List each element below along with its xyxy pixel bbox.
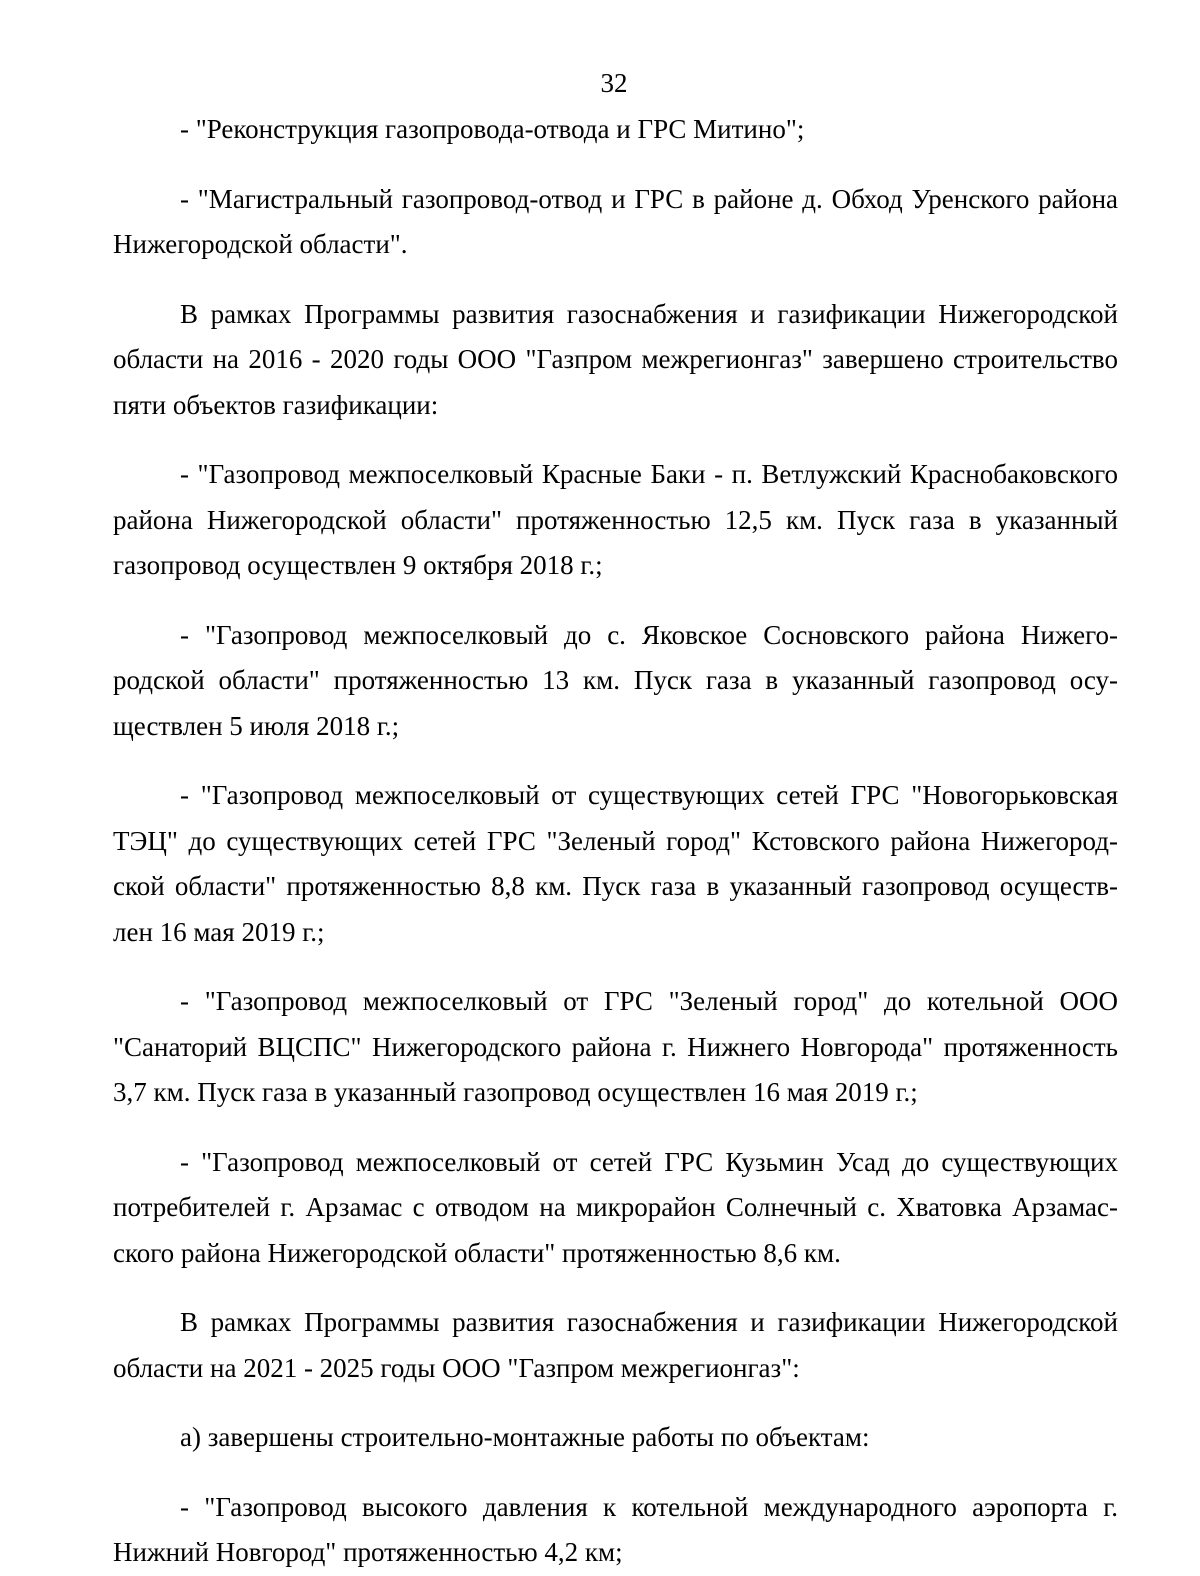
text-line: ской области" протяженностью 8,8 км. Пуск газа в указанный газопровод осуществ-	[113, 871, 1118, 901]
paragraph	[113, 452, 1118, 589]
text-line: - "Газопровод межпоселковый Красные Баки - п. Ветлужский Краснобаковского	[180, 459, 1118, 489]
text-line: родской области" протяженностью 13 км. Пуск газа в указанный газопровод осу-	[113, 665, 1118, 695]
text-line: пяти объектов газификации:	[113, 389, 439, 420]
paragraph	[113, 1140, 1118, 1277]
text-line: - "Газопровод высокого давления к котельной международного аэропорта г.	[180, 1491, 1118, 1522]
paragraph	[113, 1485, 1118, 1576]
text-line: ществлен 5 июля 2018 г.;	[113, 710, 400, 741]
text-line: - "Магистральный газопровод-отвод и ГРС в районе д. Обход Уренского района	[180, 183, 1118, 214]
text-line: а) завершены строительно-монтажные работы по объектам:	[180, 1422, 870, 1452]
paragraph	[113, 1415, 1118, 1461]
paragraph	[113, 107, 1118, 153]
text-line: - "Газопровод межпоселковый до с. Яковское Сосновского района Нижего-	[180, 619, 1118, 650]
text-line: района Нижегородской области" протяженностью 12,5 км. Пуск газа в указанный	[113, 504, 1118, 535]
text-line: "Санаторий ВЦСПС" Нижегородского района г. Нижнего Новгорода" протяженность	[113, 1031, 1118, 1062]
text-line: - "Реконструкция газопровода-отвода и ГРС Митино";	[180, 114, 805, 144]
text-line: газопровод осуществлен 9 октября 2018 г.;	[113, 550, 603, 580]
text-line: ского района Нижегородской области" протяженностью 8,6 км.	[113, 1237, 841, 1268]
document-body	[113, 107, 1118, 1576]
text-line: Нижний Новгород" протяженностью 4,2 км;	[113, 1537, 623, 1567]
paragraph	[113, 773, 1118, 955]
text-line: - "Газопровод межпоселковый от ГРС "Зеленый город" до котельной ООО	[180, 986, 1118, 1016]
text-line: В рамках Программы развития газоснабжения и газификации Нижегородской	[180, 1307, 1118, 1337]
paragraph	[113, 1300, 1118, 1391]
paragraph	[113, 292, 1118, 429]
text-line: Нижегородской области".	[113, 229, 408, 259]
page-number: 32	[600, 68, 628, 98]
text-line: потребителей г. Арзамас с отводом на микрорайон Солнечный с. Хватовка Арзамас-	[113, 1192, 1118, 1222]
text-line: - "Газопровод межпоселковый от существующих сетей ГРС "Новогорьковская	[180, 780, 1118, 810]
paragraph	[113, 177, 1118, 268]
paragraph	[113, 613, 1118, 750]
text-line: области на 2016 - 2020 годы ООО "Газпром межрегионгаз" завершено строительство	[113, 344, 1118, 374]
text-line: лен 16 мая 2019 г.;	[113, 916, 325, 947]
text-line: области на 2021 - 2025 годы ООО "Газпром межрегионгаз":	[113, 1352, 800, 1383]
paragraph	[113, 979, 1118, 1116]
text-line: 3,7 км. Пуск газа в указанный газопровод осуществлен 16 мая 2019 г.;	[113, 1077, 918, 1107]
text-line: - "Газопровод межпоселковый от сетей ГРС Кузьмин Усад до существующих	[180, 1146, 1118, 1177]
text-line: ТЭЦ" до существующих сетей ГРС "Зеленый город" Кстовского района Нижегород-	[113, 825, 1118, 856]
text-line: В рамках Программы развития газоснабжения и газификации Нижегородской	[180, 298, 1118, 329]
